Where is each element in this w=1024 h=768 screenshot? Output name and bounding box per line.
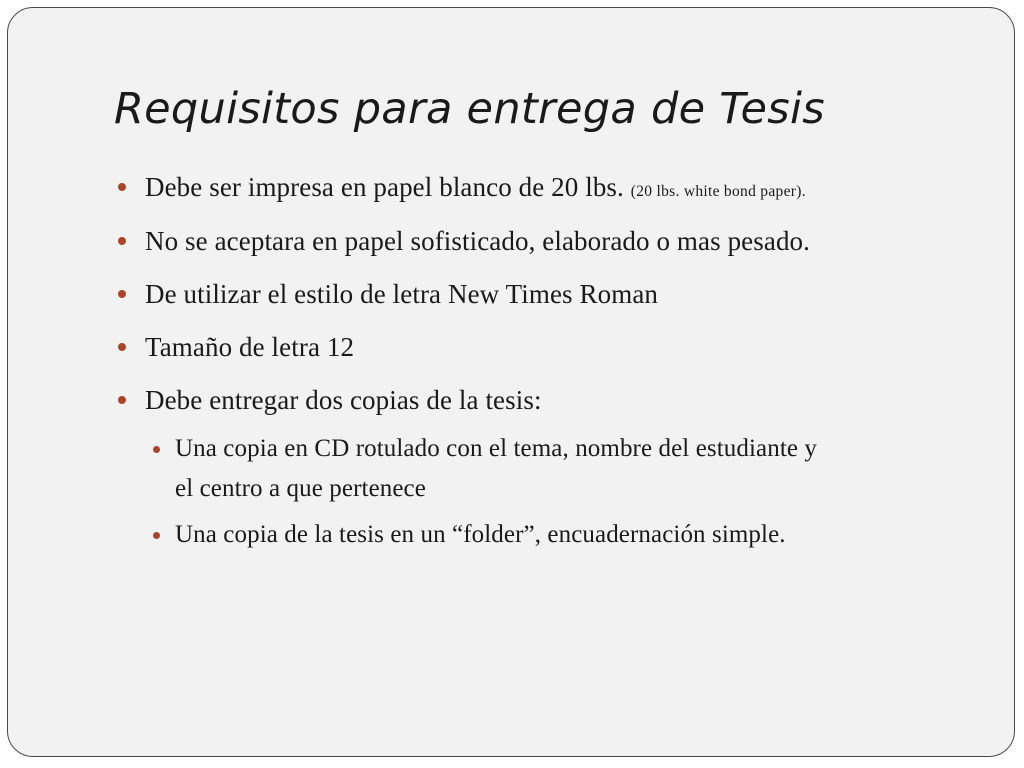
bullet-item-paper-type: No se aceptara en papel sofisticado, elaborado o mas pesado. (145, 226, 810, 256)
bullet-icon (118, 396, 126, 404)
slide-title: Requisitos para entrega de Tesis (114, 84, 825, 134)
sub-bullet-icon (153, 532, 160, 539)
sub-bullet-cd-line-1: Una copia en CD rotulado con el tema, nombre del estudiante y (175, 435, 818, 462)
bullet-text: Debe ser impresa en papel blanco de 20 lbs. (145, 172, 624, 202)
bullet-icon (118, 343, 126, 351)
bullet-item-font-size: Tamaño de letra 12 (145, 332, 355, 362)
sub-bullet-folder: Una copia de la tesis en un “folder”, encuadernación simple. (175, 521, 786, 548)
bullet-icon (118, 237, 126, 245)
bullet-icon (118, 290, 126, 298)
bullet-icon (118, 183, 126, 191)
bullet-item-copies: Debe entregar dos copias de la tesis: (145, 385, 542, 415)
bullet-note: (20 lbs. white bond paper). (630, 183, 806, 200)
bullet-item-paper (145, 172, 806, 203)
bullet-item-font: De utilizar el estilo de letra New Times Roman (145, 279, 658, 309)
sub-bullet-icon (153, 446, 160, 453)
sub-bullet-cd-line-2: el centro a que pertenece (175, 475, 426, 502)
